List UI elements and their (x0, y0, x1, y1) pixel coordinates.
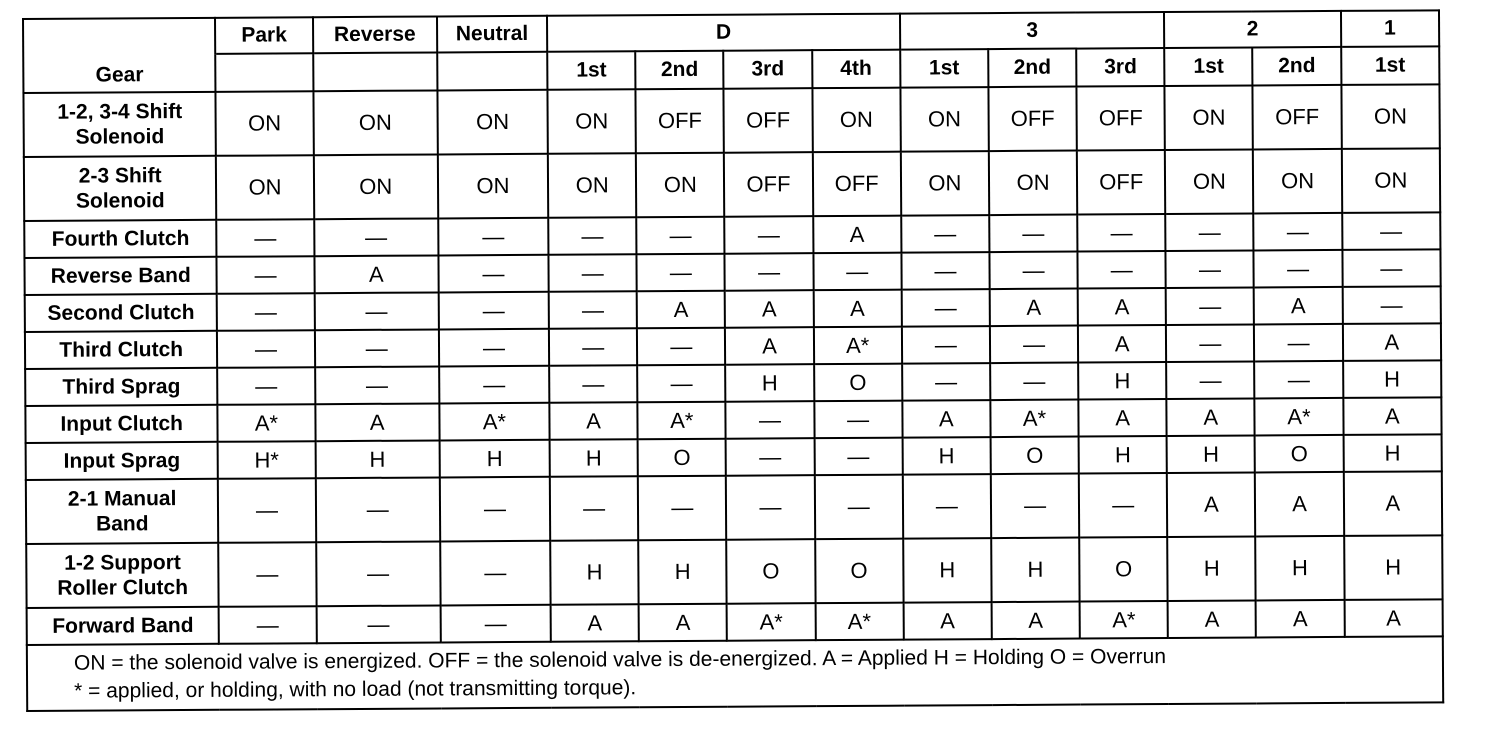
header-range-2: 2 (1164, 11, 1341, 48)
state-cell: A* (990, 400, 1078, 438)
corner-blank-cell (23, 18, 216, 55)
row-label-line: 1-2 Support (64, 551, 181, 575)
state-cell: — (901, 215, 989, 253)
state-cell: — (1078, 251, 1166, 289)
state-cell: — (725, 216, 813, 254)
state-cell: — (316, 605, 440, 643)
state-cell: A (637, 291, 725, 329)
row-label-line: Third Clutch (59, 338, 184, 362)
state-cell: — (316, 541, 441, 606)
legend-line-1: ON = the solenoid valve is energized. OFF = the solenoid valve is de-energized. A = Applied H = Holding O = Overrun (73, 645, 1167, 675)
row-label-line: Roller Clutch (57, 575, 189, 600)
state-cell: OFF (1077, 150, 1166, 215)
state-cell: ON (1253, 149, 1342, 214)
table-body (23, 84, 1442, 645)
state-cell: OFF (1253, 85, 1342, 150)
state-cell: H (1256, 536, 1345, 601)
state-cell: — (549, 365, 637, 403)
state-cell: ON (636, 153, 725, 218)
state-cell: — (813, 253, 901, 291)
state-cell: — (990, 363, 1078, 401)
state-cell: — (439, 329, 549, 367)
table-row (26, 535, 1442, 608)
state-cell: — (217, 330, 314, 368)
header-reverse: Reverse (313, 16, 437, 53)
state-cell: A* (727, 603, 815, 641)
state-cell: A (1168, 600, 1256, 638)
state-cell: A (1078, 288, 1166, 326)
state-cell: — (901, 252, 989, 290)
state-cell: H (726, 364, 814, 402)
solenoid-clutch-application-table (22, 9, 1444, 712)
table-row (24, 148, 1440, 221)
state-cell: A (725, 290, 813, 328)
state-cell: ON (548, 153, 637, 218)
state-cell: — (314, 329, 438, 367)
state-cell: OFF (812, 152, 901, 217)
table-row (26, 471, 1442, 544)
row-label (26, 543, 219, 608)
state-cell: — (440, 541, 551, 606)
state-cell: — (637, 328, 725, 366)
state-cell: — (637, 254, 725, 292)
subgear-header: 4th (812, 50, 900, 89)
state-cell: A (902, 400, 990, 438)
state-cell: A (1078, 325, 1166, 363)
state-cell: A (990, 289, 1078, 327)
state-cell: O (1255, 435, 1343, 473)
state-cell: A (551, 604, 639, 642)
state-cell: ON (216, 155, 314, 220)
row-label (24, 220, 217, 258)
legend-row (27, 636, 1443, 711)
state-cell: — (725, 253, 813, 291)
row-label (25, 368, 218, 406)
state-cell: A (992, 602, 1080, 640)
gear-chart (22, 9, 1444, 712)
state-cell: — (814, 401, 902, 439)
state-cell: — (1255, 361, 1343, 399)
state-cell: OFF (724, 152, 813, 217)
state-cell: — (991, 474, 1080, 539)
state-cell: A (813, 216, 901, 254)
row-label (26, 479, 219, 544)
state-cell: A (1255, 472, 1344, 537)
header-range-3: 3 (900, 12, 1165, 50)
state-cell: — (438, 218, 548, 256)
row-label-line: Third Sprag (62, 375, 181, 399)
state-cell: — (217, 219, 314, 257)
state-cell: H (439, 440, 549, 478)
state-cell: OFF (988, 87, 1077, 152)
state-cell: — (1342, 286, 1441, 324)
state-cell: OFF (636, 89, 725, 154)
state-cell: H (1079, 436, 1167, 474)
state-cell: H (315, 440, 439, 478)
state-cell: H (1343, 434, 1442, 472)
state-cell: — (439, 366, 549, 404)
row-label (25, 405, 218, 443)
state-cell: ON (1341, 148, 1440, 213)
state-cell: H (1343, 360, 1442, 398)
state-cell: A (1344, 599, 1443, 637)
state-cell: O (1079, 537, 1168, 602)
header-gear: Gear (23, 54, 216, 93)
state-cell: — (814, 475, 903, 540)
state-cell: H (1167, 536, 1256, 601)
state-cell: — (636, 217, 724, 255)
state-cell: A (1343, 323, 1442, 361)
state-cell: H (902, 437, 990, 475)
state-cell: ON (989, 151, 1078, 216)
state-cell: ON (1341, 84, 1440, 149)
state-cell: A (1167, 398, 1255, 436)
row-label (24, 156, 217, 221)
state-cell: H (550, 540, 639, 605)
row-label-line: Solenoid (75, 125, 165, 149)
subgear-header: 3rd (1076, 48, 1164, 87)
row-label-line: Forward Band (52, 613, 194, 638)
header-range-1: 1 (1341, 10, 1440, 47)
state-cell: H (550, 439, 638, 477)
state-cell: A (725, 327, 813, 365)
state-cell: — (218, 367, 315, 405)
header-blank-park (216, 53, 313, 92)
state-cell: H (1344, 535, 1443, 600)
row-label-line: Fourth Clutch (51, 226, 190, 251)
state-cell: — (549, 328, 637, 366)
state-cell: — (314, 218, 438, 256)
state-cell: — (549, 291, 637, 329)
state-cell: A (549, 402, 637, 440)
state-cell: ON (1165, 85, 1254, 150)
table-row (23, 84, 1439, 157)
state-cell: A (1167, 472, 1256, 537)
state-cell: — (726, 401, 814, 439)
row-label-line: 2-3 Shift (78, 164, 162, 188)
state-cell: ON (900, 87, 989, 152)
state-cell: — (218, 478, 316, 543)
state-cell: — (637, 365, 725, 403)
header-neutral: Neutral (437, 16, 547, 53)
subgear-header: 1st (547, 51, 635, 90)
state-cell: A* (218, 404, 315, 442)
state-cell: — (989, 215, 1077, 253)
state-cell: ON (812, 88, 901, 153)
subgear-header: 1st (1341, 46, 1440, 85)
state-cell: — (440, 605, 550, 643)
state-cell: — (438, 255, 548, 293)
state-cell: ON (313, 90, 438, 155)
state-cell: A* (638, 402, 726, 440)
state-cell: — (989, 252, 1077, 290)
state-cell: A (1078, 399, 1166, 437)
state-cell: — (1254, 213, 1342, 251)
state-cell: A (315, 403, 439, 441)
state-cell: — (814, 438, 902, 476)
state-cell: O (814, 364, 902, 402)
state-cell: A* (1080, 601, 1168, 639)
state-cell: — (1166, 361, 1254, 399)
state-cell: — (1166, 287, 1254, 325)
state-cell: — (548, 217, 636, 255)
state-cell: — (217, 256, 314, 294)
state-cell: — (990, 326, 1078, 364)
state-cell: — (550, 476, 639, 541)
state-cell: H (991, 538, 1080, 603)
state-cell: ON (547, 89, 636, 154)
subgear-header: 2nd (1253, 47, 1341, 86)
state-cell: — (440, 477, 551, 542)
state-cell: — (638, 476, 727, 541)
subgear-header: 3rd (724, 50, 812, 89)
state-cell: A (1343, 397, 1442, 435)
state-cell: OFF (724, 88, 813, 153)
state-cell: — (902, 363, 990, 401)
row-label-line: 2-1 Manual (67, 487, 177, 511)
row-label-line: 1-2, 3-4 Shift (57, 100, 183, 124)
state-cell: ON (1165, 149, 1254, 214)
state-cell: ON (438, 154, 549, 219)
state-cell: A (1256, 600, 1344, 638)
header-blank-reverse (313, 52, 437, 91)
state-cell: A (813, 290, 901, 328)
state-cell: — (903, 474, 992, 539)
row-label (25, 294, 218, 332)
legend-cell (27, 636, 1443, 711)
state-cell: ON (313, 154, 438, 219)
state-cell: — (1166, 250, 1254, 288)
state-cell: — (1166, 324, 1254, 362)
state-cell: — (315, 477, 440, 542)
state-cell: A (314, 255, 438, 293)
row-label (27, 607, 220, 645)
state-cell: — (1254, 250, 1342, 288)
row-label (23, 92, 216, 157)
state-cell: ON (216, 91, 314, 156)
state-cell: — (549, 254, 637, 292)
row-label-line: Band (95, 512, 149, 536)
state-cell: H (1167, 435, 1255, 473)
state-cell: — (901, 289, 989, 327)
state-cell: A* (815, 603, 903, 641)
state-cell: O (991, 437, 1079, 475)
state-cell: OFF (1077, 86, 1166, 151)
row-label-line: Input Sprag (63, 449, 181, 473)
state-cell: — (1342, 212, 1441, 250)
state-cell: A (903, 602, 991, 640)
row-label (26, 442, 219, 480)
state-cell: A* (1255, 398, 1343, 436)
state-cell: O (815, 539, 904, 604)
state-cell: — (726, 475, 815, 540)
state-cell: — (726, 438, 814, 476)
state-cell: O (727, 539, 816, 604)
row-label-line: Input Clutch (60, 412, 183, 436)
state-cell: — (314, 292, 438, 330)
state-cell: ON (901, 151, 990, 216)
state-cell: A (1254, 287, 1342, 325)
header-range-d: D (547, 14, 900, 52)
state-cell: — (1342, 249, 1441, 287)
state-cell: H* (218, 441, 315, 479)
state-cell: H (1078, 362, 1166, 400)
legend-line-2: * = applied, or holding, with no load (not transmitting torque). (74, 676, 637, 703)
state-cell: A (639, 604, 727, 642)
state-cell: O (638, 439, 726, 477)
row-label (24, 257, 217, 295)
state-cell: — (219, 542, 317, 607)
state-cell: — (1166, 213, 1254, 251)
state-cell: H (638, 540, 727, 605)
subgear-header: 2nd (635, 51, 723, 90)
state-cell: — (1079, 473, 1168, 538)
state-cell: — (902, 326, 990, 364)
row-label-line: Second Clutch (47, 300, 195, 325)
state-cell: — (217, 293, 314, 331)
subgear-header: 1st (900, 49, 988, 88)
row-label-line: Solenoid (75, 189, 165, 213)
state-cell: — (1254, 324, 1342, 362)
subgear-header: 2nd (988, 49, 1076, 88)
state-cell: A* (439, 403, 549, 441)
subgear-header: 1st (1165, 47, 1253, 86)
header-park: Park (215, 17, 312, 54)
state-cell: A* (813, 327, 901, 365)
header-blank-neutral (437, 52, 547, 91)
row-label-line: Reverse Band (50, 263, 191, 288)
state-cell: — (315, 366, 439, 404)
state-cell: — (1077, 214, 1165, 252)
state-cell: — (439, 292, 549, 330)
state-cell: ON (437, 90, 548, 155)
state-cell: H (903, 538, 992, 603)
state-cell: A (1343, 471, 1442, 536)
state-cell: — (219, 606, 316, 644)
row-label (25, 331, 218, 369)
